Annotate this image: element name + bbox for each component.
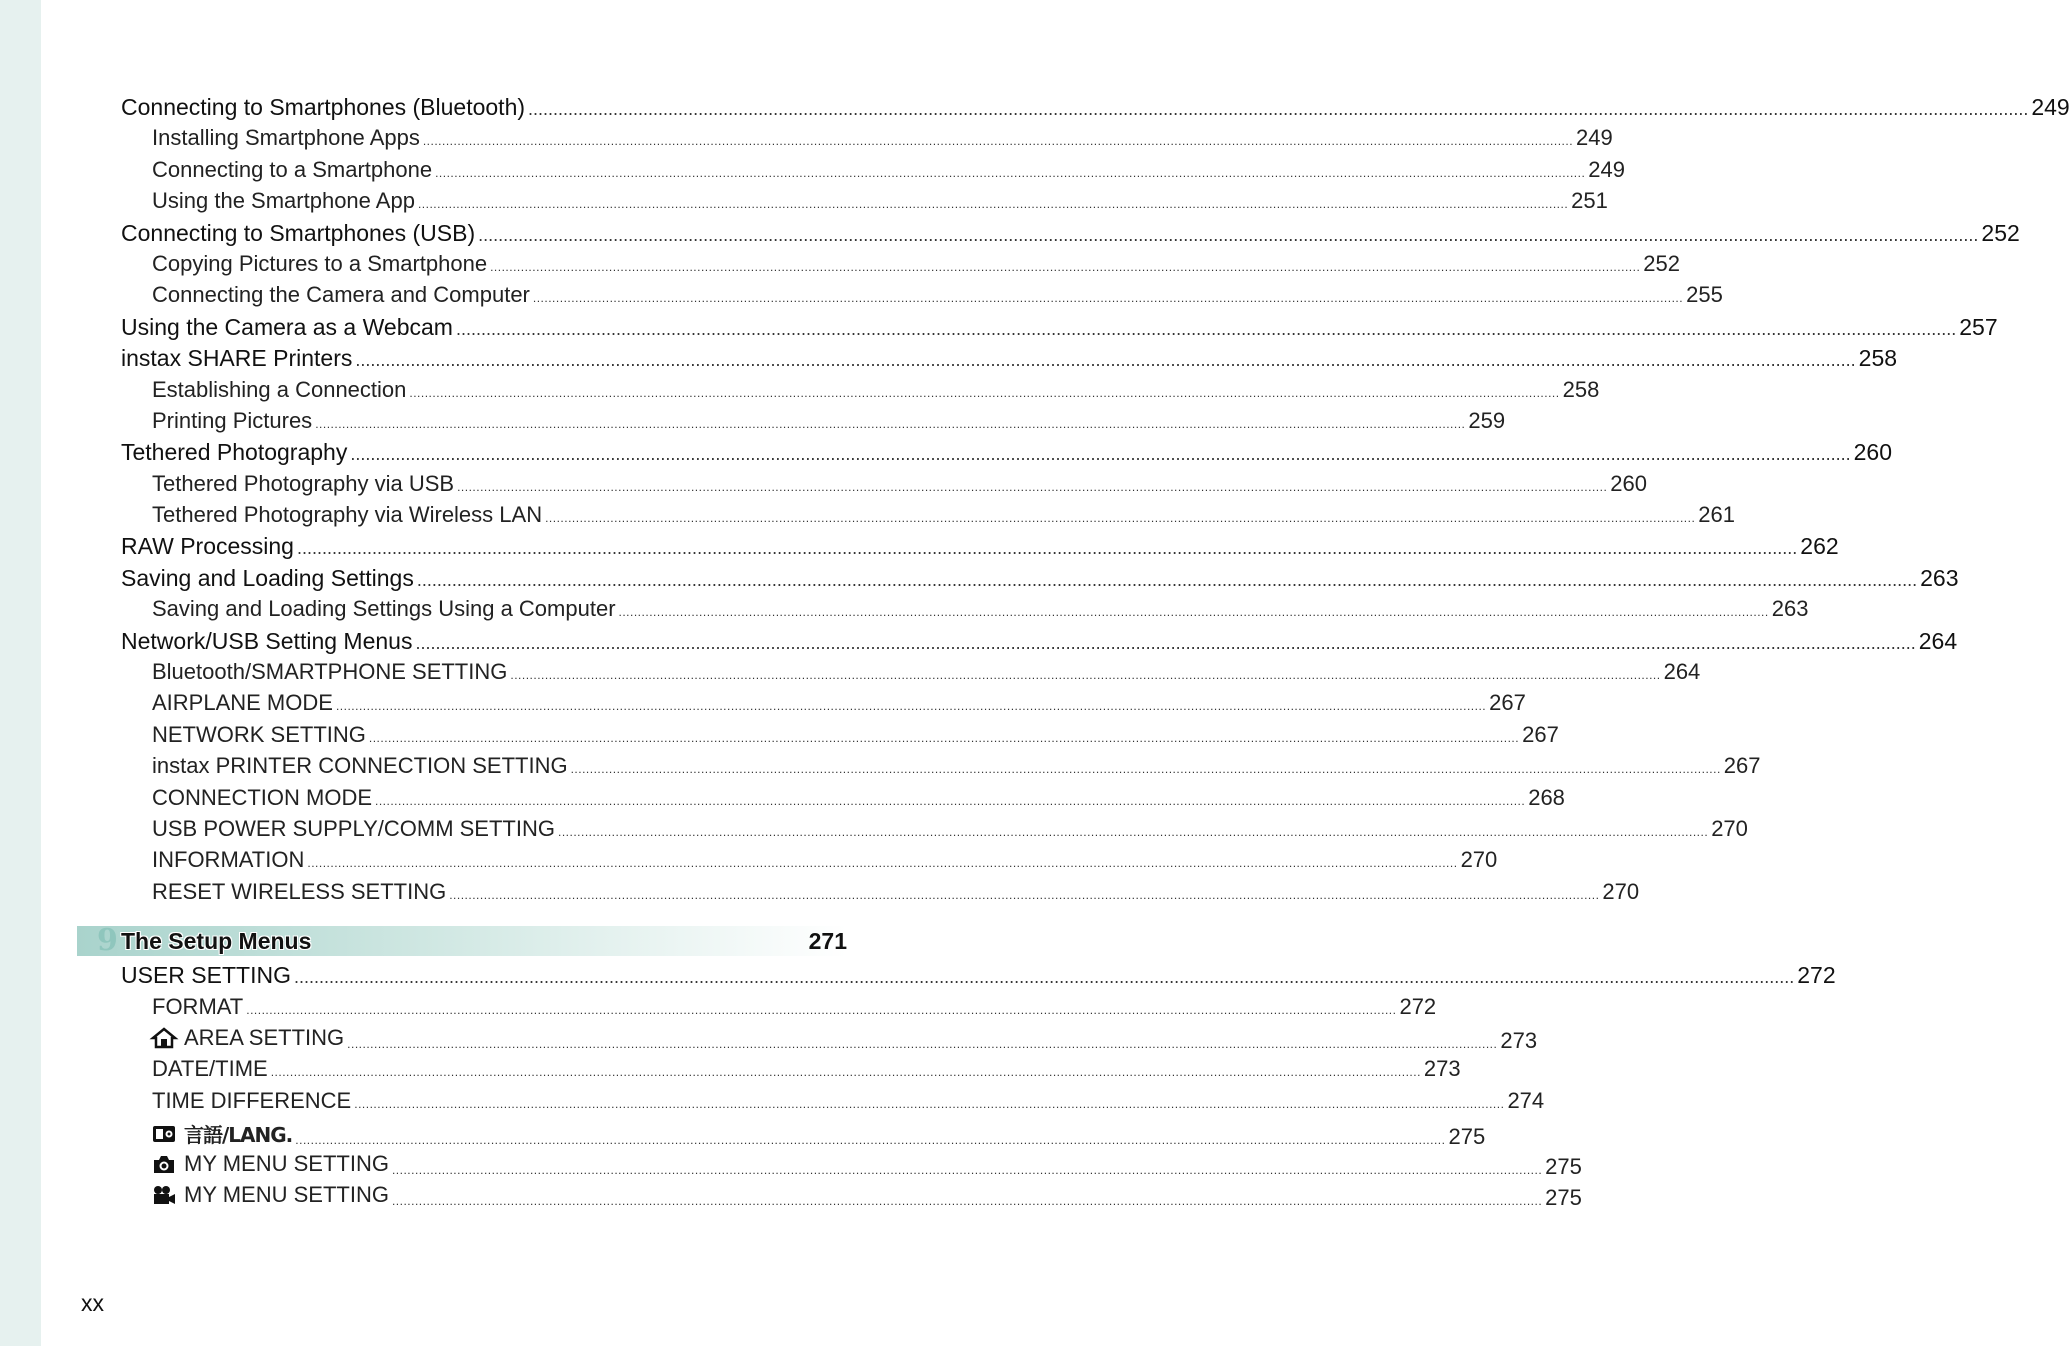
toc-entry-label xyxy=(152,251,487,277)
toc-entry-text: CONNECTION MODE xyxy=(152,784,372,810)
toc-entry-text: NETWORK SETTING xyxy=(152,721,366,747)
toc-entry-label xyxy=(152,690,333,716)
toc-entry-label xyxy=(152,471,454,497)
toc-entry-label xyxy=(121,439,347,466)
dot-leader: ............................................................................................................................................................................................................................................................................................................ xyxy=(355,350,1856,371)
toc-entry-label xyxy=(121,345,352,372)
toc-entry-text: Connecting to Smartphones (Bluetooth) xyxy=(121,94,526,120)
toc-entry[interactable] xyxy=(121,313,1998,345)
toc-subentry[interactable] xyxy=(121,188,1608,219)
toc-entry-label xyxy=(152,722,366,748)
dot-leader: ............................................................................................................................................................................................................................................................................................................ xyxy=(335,699,1487,714)
toc-subentry[interactable] xyxy=(121,1024,1538,1056)
dot-leader: ............................................................................................................................................................................................................................................................................................................ xyxy=(545,511,1696,526)
toc-entry-text: USB POWER SUPPLY/COMM SETTING xyxy=(152,815,555,841)
toc-entry-text: Tethered Photography via Wireless LAN xyxy=(152,502,543,528)
toc-page-number: 270 xyxy=(1460,847,1498,873)
dot-leader: ............................................................................................................................................................................................................................................................................................................ xyxy=(457,479,1608,494)
toc-entry[interactable] xyxy=(121,627,1958,659)
dot-leader: ............................................................................................................................................................................................................................................................................................................ xyxy=(368,730,1520,745)
dot-leader: ............................................................................................................................................................................................................................................................................................................ xyxy=(307,856,1458,871)
toc-entry-text: DATE/TIME xyxy=(152,1056,268,1082)
toc-entry-text: MY MENU SETTING xyxy=(184,1150,389,1176)
dot-leader: ............................................................................................................................................................................................................................................................................................................ xyxy=(296,538,1798,559)
toc-entry-label xyxy=(121,314,453,341)
toc-entry-label xyxy=(152,377,406,403)
toc-entry-label xyxy=(152,596,616,622)
side-color-strip xyxy=(0,0,41,1346)
toc-entry-label xyxy=(152,1056,268,1082)
toc-subentry[interactable] xyxy=(121,1056,1461,1087)
toc-page-number: 267 xyxy=(1723,753,1761,779)
toc-page-number: 273 xyxy=(1423,1056,1461,1082)
toc-entry-label xyxy=(152,847,304,873)
toc-entry-text: Tethered Photography xyxy=(121,439,348,466)
toc-subentry[interactable] xyxy=(121,125,1613,156)
dot-leader: ............................................................................................................................................................................................................................................................................................................ xyxy=(570,762,1721,777)
dot-leader: ............................................................................................................................................................................................................................................................................................................ xyxy=(409,385,1560,400)
toc-page-number: 275 xyxy=(1545,1153,1582,1179)
toc-entry-text: Establishing a Connection xyxy=(152,376,407,402)
toc-page-number: 261 xyxy=(1698,502,1736,528)
dot-leader: ............................................................................................................................................................................................................................................................................................................ xyxy=(391,1162,1543,1177)
toc-entry-text: INFORMATION xyxy=(152,847,305,873)
toc-entry-text: instax SHARE Printers xyxy=(121,345,353,372)
toc-page-number: 263 xyxy=(1771,596,1809,622)
toc-page-number: 270 xyxy=(1602,878,1640,904)
toc-entry-label xyxy=(152,1182,389,1208)
dot-leader: ............................................................................................................................................................................................................................................................................................................ xyxy=(375,793,1526,808)
section-heading-bar[interactable] xyxy=(77,923,847,959)
toc-entry-text: Tethered Photography via USB xyxy=(152,470,455,496)
toc-entry-label xyxy=(152,282,530,308)
toc-subentry[interactable] xyxy=(121,1119,1486,1150)
toc-subentry[interactable] xyxy=(121,659,1701,690)
toc-entry[interactable] xyxy=(121,219,2020,251)
toc-entry-text: Saving and Loading Settings Using a Computer xyxy=(152,596,616,622)
toc-entry-text: Bluetooth/SMARTPHONE SETTING xyxy=(152,659,508,685)
toc-subentry[interactable] xyxy=(121,596,1809,627)
toc-entry-label xyxy=(121,962,291,989)
toc-entry-text: 言語/LANG. xyxy=(184,1123,293,1148)
toc-subentry[interactable] xyxy=(121,1181,1582,1213)
dot-leader: ............................................................................................................................................................................................................................................................................................................ xyxy=(416,569,1918,590)
dot-leader: ............................................................................................................................................................................................................................................................................................................ xyxy=(478,224,1979,245)
toc-entry-label xyxy=(121,628,412,655)
dot-leader: ............................................................................................................................................................................................................................................................................................................ xyxy=(350,444,1851,465)
toc-entry-label xyxy=(152,659,507,685)
toc-entry[interactable] xyxy=(121,439,1892,470)
toc-page-number: 251 xyxy=(1571,188,1608,214)
toc-page-number: 272 xyxy=(1797,962,1836,989)
dot-leader: ............................................................................................................................................................................................................................................................................................................ xyxy=(347,1036,1498,1051)
toc-entry-text: Saving and Loading Settings xyxy=(121,564,414,591)
toc-entry[interactable] xyxy=(121,962,1836,993)
dot-leader: ............................................................................................................................................................................................................................................................................................................ xyxy=(315,416,1466,431)
camera-icon xyxy=(152,1154,176,1174)
dot-leader: ............................................................................................................................................................................................................................................................................................................ xyxy=(417,197,1569,212)
dot-leader: ............................................................................................................................................................................................................................................................................................................ xyxy=(557,824,1709,839)
toc-entry-label xyxy=(152,816,555,842)
toc-entry-label xyxy=(152,125,420,151)
toc-entry[interactable] xyxy=(121,564,1959,596)
dot-leader: ............................................................................................................................................................................................................................................................................................................ xyxy=(293,967,1795,988)
toc-entry-text: Connecting the Camera and Computer xyxy=(152,282,530,308)
toc-subentry[interactable] xyxy=(121,753,1761,784)
toc-entry-text: AIRPLANE MODE xyxy=(152,690,333,716)
toc-entry-text: RAW Processing xyxy=(121,533,294,560)
page-folio: xx xyxy=(81,1290,104,1316)
toc-page-number: 260 xyxy=(1853,439,1892,466)
toc-entry-text: USER SETTING xyxy=(121,962,291,989)
toc-page-number: 249 xyxy=(1576,125,1613,151)
toc-page-number: 258 xyxy=(1562,376,1600,402)
toc-page-number: 272 xyxy=(1399,993,1437,1019)
dot-leader: ............................................................................................................................................................................................................................................................................................................ xyxy=(246,1002,1397,1017)
toc-page-number: 273 xyxy=(1500,1027,1538,1053)
toc-entry-label xyxy=(152,408,312,434)
toc-subentry[interactable] xyxy=(121,993,1437,1025)
toc-subentry[interactable] xyxy=(121,784,1565,816)
toc-page-number: 270 xyxy=(1711,815,1748,841)
dot-leader: ............................................................................................................................................................................................................................................................................................................ xyxy=(532,291,1684,306)
toc-page-number: 252 xyxy=(1981,219,2020,246)
dot-leader: ............................................................................................................................................................................................................................................................................................................ xyxy=(618,605,1769,620)
toc-list-bottom xyxy=(121,962,1836,1213)
toc-entry-label xyxy=(152,785,372,811)
toc-subentry[interactable] xyxy=(121,1087,1545,1119)
toc-page-number: 274 xyxy=(1507,1087,1545,1113)
toc-entry[interactable] xyxy=(121,345,1898,376)
dot-leader: ............................................................................................................................................................................................................................................................................................................ xyxy=(295,1132,1446,1147)
toc-page-number: 260 xyxy=(1610,470,1647,496)
toc-page-number: 249 xyxy=(1588,156,1625,182)
toc-page-number: 255 xyxy=(1686,282,1723,308)
toc-entry-label xyxy=(152,1025,344,1051)
toc-entry[interactable] xyxy=(121,94,2070,125)
toc-page-number: 259 xyxy=(1468,407,1506,433)
toc-page-number: 268 xyxy=(1528,784,1565,810)
toc-entry-label xyxy=(152,188,415,214)
toc-page-number: 264 xyxy=(1918,627,1958,654)
toc-page-number: 264 xyxy=(1663,659,1701,685)
toc-subentry[interactable] xyxy=(121,690,1526,721)
dot-leader: ............................................................................................................................................................................................................................................................................................................ xyxy=(435,165,1586,180)
toc-subentry[interactable] xyxy=(121,156,1625,188)
home-icon xyxy=(152,1028,176,1048)
dot-leader: ............................................................................................................................................................................................................................................................................................................ xyxy=(415,632,1916,653)
toc-page-number: 267 xyxy=(1489,690,1526,716)
toc-subentry[interactable] xyxy=(121,1150,1582,1182)
toc-entry-label xyxy=(152,1119,292,1148)
toc-entry-label xyxy=(152,1088,351,1114)
toc-entry-text: Using the Camera as a Webcam xyxy=(121,313,453,340)
dot-leader: ............................................................................................................................................................................................................................................................................................................ xyxy=(354,1096,1505,1111)
table-of-contents xyxy=(97,94,2070,1213)
language-icon xyxy=(152,1124,176,1144)
toc-page-number: 262 xyxy=(1800,533,1839,560)
toc-entry-label xyxy=(152,1151,389,1177)
toc-subentry[interactable] xyxy=(121,250,1680,282)
toc-subentry[interactable] xyxy=(121,878,1640,910)
toc-subentry[interactable] xyxy=(121,847,1498,878)
toc-entry-text: FORMAT xyxy=(152,993,244,1019)
toc-entry-text: Connecting to a Smartphone xyxy=(152,156,433,182)
toc-entry-label xyxy=(152,753,568,779)
toc-entry-text: Installing Smartphone Apps xyxy=(152,125,420,151)
dot-leader: ............................................................................................................................................................................................................................................................................................................ xyxy=(270,1065,1421,1080)
toc-entry-label xyxy=(121,565,414,592)
toc-list-top xyxy=(121,94,2070,910)
toc-entry-label xyxy=(121,220,475,247)
section-number: 9 xyxy=(97,923,118,959)
toc-page-number: 275 xyxy=(1545,1184,1582,1210)
toc-entry-text: Connecting to Smartphones (USB) xyxy=(121,219,476,246)
toc-entry[interactable] xyxy=(121,533,1839,564)
toc-entry-label xyxy=(152,994,243,1020)
section-page-number: 271 xyxy=(808,927,847,954)
toc-entry-label xyxy=(121,533,294,560)
toc-entry-text: AREA SETTING xyxy=(184,1024,345,1050)
toc-entry-label xyxy=(152,879,446,905)
dot-leader: ............................................................................................................................................................................................................................................................................................................ xyxy=(510,668,1661,683)
toc-subentry[interactable] xyxy=(121,282,1723,313)
toc-entry-text: Network/USB Setting Menus xyxy=(121,627,413,654)
toc-page-number: 267 xyxy=(1522,721,1559,747)
dot-leader: ............................................................................................................................................................................................................................................................................................................ xyxy=(422,134,1574,149)
toc-page-number: 258 xyxy=(1858,345,1898,372)
toc-page-number: 257 xyxy=(1959,313,1998,340)
toc-entry-text: MY MENU SETTING xyxy=(184,1181,389,1207)
toc-page-number: 263 xyxy=(1920,564,1959,591)
toc-page-number: 252 xyxy=(1643,250,1680,276)
dot-leader: ............................................................................................................................................................................................................................................................................................................ xyxy=(449,887,1600,902)
dot-leader: ............................................................................................................................................................................................................................................................................................................ xyxy=(455,318,1957,339)
movie-camera-icon xyxy=(152,1185,176,1205)
toc-entry-text: Printing Pictures xyxy=(152,407,313,433)
dot-leader: ............................................................................................................................................................................................................................................................................................................ xyxy=(490,259,1641,274)
toc-subentry[interactable] xyxy=(121,470,1647,502)
toc-entry-text: TIME DIFFERENCE xyxy=(152,1087,352,1113)
toc-entry-text: RESET WIRELESS SETTING xyxy=(152,878,447,904)
toc-subentry[interactable] xyxy=(121,721,1559,753)
toc-subentry[interactable] xyxy=(121,407,1506,439)
toc-subentry[interactable] xyxy=(121,376,1600,408)
toc-entry-text: instax PRINTER CONNECTION SETTING xyxy=(152,753,568,779)
section-title: The Setup Menus xyxy=(121,927,312,954)
toc-entry-label xyxy=(152,157,432,183)
dot-leader: ............................................................................................................................................................................................................................................................................................................ xyxy=(391,1193,1543,1208)
toc-subentry[interactable] xyxy=(121,815,1748,847)
toc-entry-text: Copying Pictures to a Smartphone xyxy=(152,250,488,276)
dot-leader: ............................................................................................................................................................................................................................................................................................................ xyxy=(528,99,2029,119)
toc-subentry[interactable] xyxy=(121,502,1736,533)
toc-entry-text: Using the Smartphone App xyxy=(152,188,415,214)
toc-page-number: 275 xyxy=(1448,1123,1486,1149)
toc-entry-label xyxy=(152,502,542,528)
toc-entry-label xyxy=(121,94,525,121)
toc-page-number: 249 xyxy=(2031,94,2070,120)
